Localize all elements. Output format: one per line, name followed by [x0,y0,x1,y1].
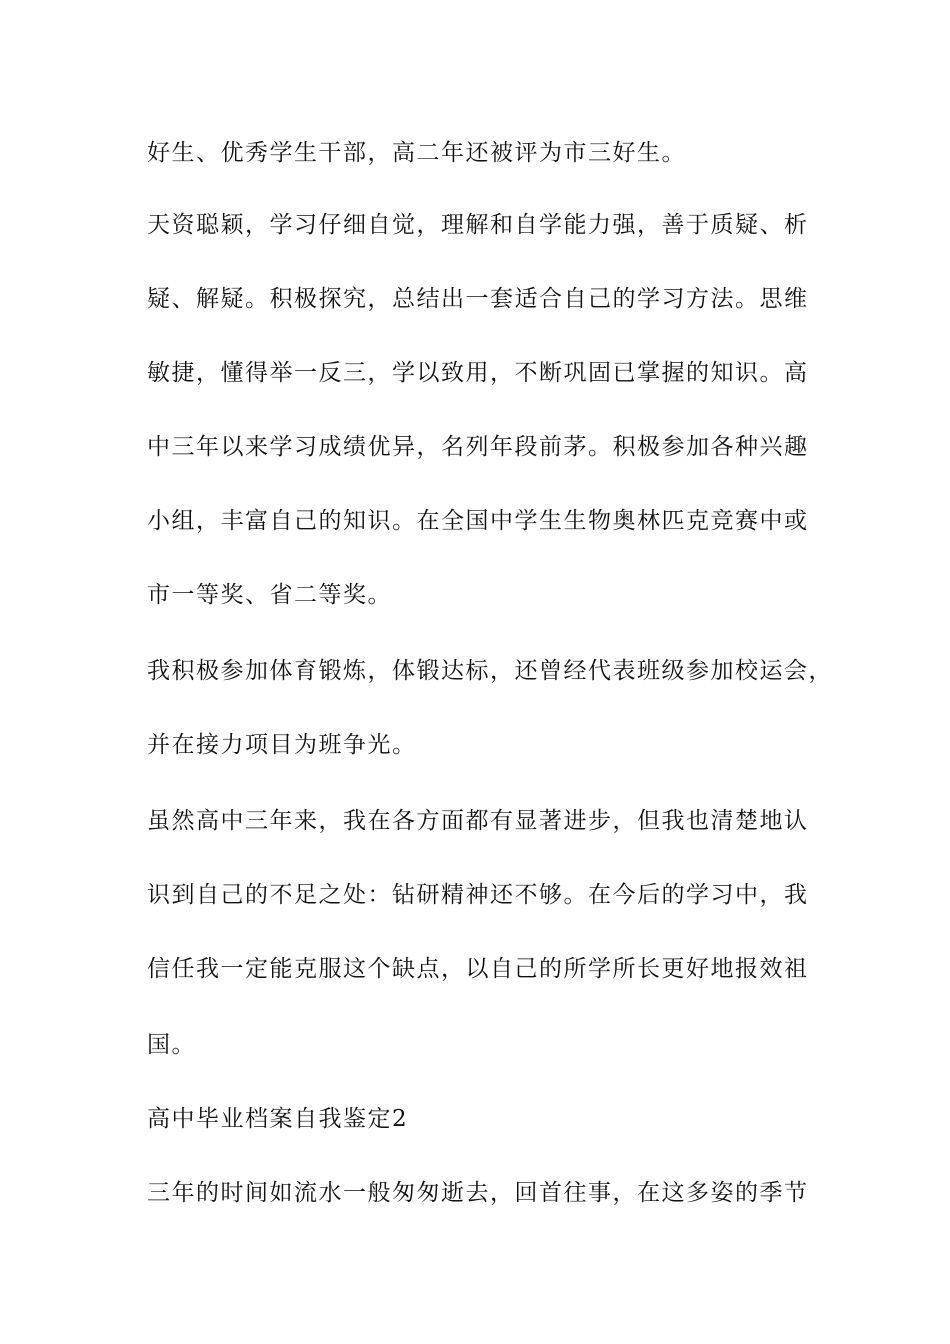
text-line: 并在接力项目为班争光。 [147,732,417,758]
section-heading: 高中毕业档案自我鉴定2 [147,1106,409,1132]
text-line: 我积极参加体育锻炼，体锻达标，还曾经代表班级参加校运会， [147,658,833,684]
text-line: 中三年以来学习成绩优异，名列年段前茅。积极参加各种兴趣 [147,434,809,460]
text-line: 信任我一定能克服这个缺点，以自己的所学所长更好地报效祖 [147,956,809,982]
text-line: 疑、解疑。积极探究，总结出一套适合自己的学习方法。思维 [147,286,809,312]
text-line: 敏捷，懂得举一反三，学以致用，不断巩固已掌握的知识。高 [147,360,809,386]
text-line: 天资聪颖，学习仔细自觉，理解和自学能力强，善于质疑、析 [147,212,809,238]
text-line: 识到自己的不足之处：钻研精神还不够。在今后的学习中，我 [147,882,809,908]
text-line: 好生、优秀学生干部，高二年还被评为市三好生。 [147,140,686,166]
text-line: 市一等奖、省二等奖。 [147,582,392,608]
text-line: 虽然高中三年来，我在各方面都有显著进步，但我也清楚地认 [147,808,809,834]
text-line: 国。 [147,1032,196,1058]
text-line: 三年的时间如流水一般匆匆逝去，回首往事，在这多姿的季节 [147,1180,809,1206]
text-line: 小组，丰富自己的知识。在全国中学生生物奥林匹克竞赛中或 [147,508,809,534]
